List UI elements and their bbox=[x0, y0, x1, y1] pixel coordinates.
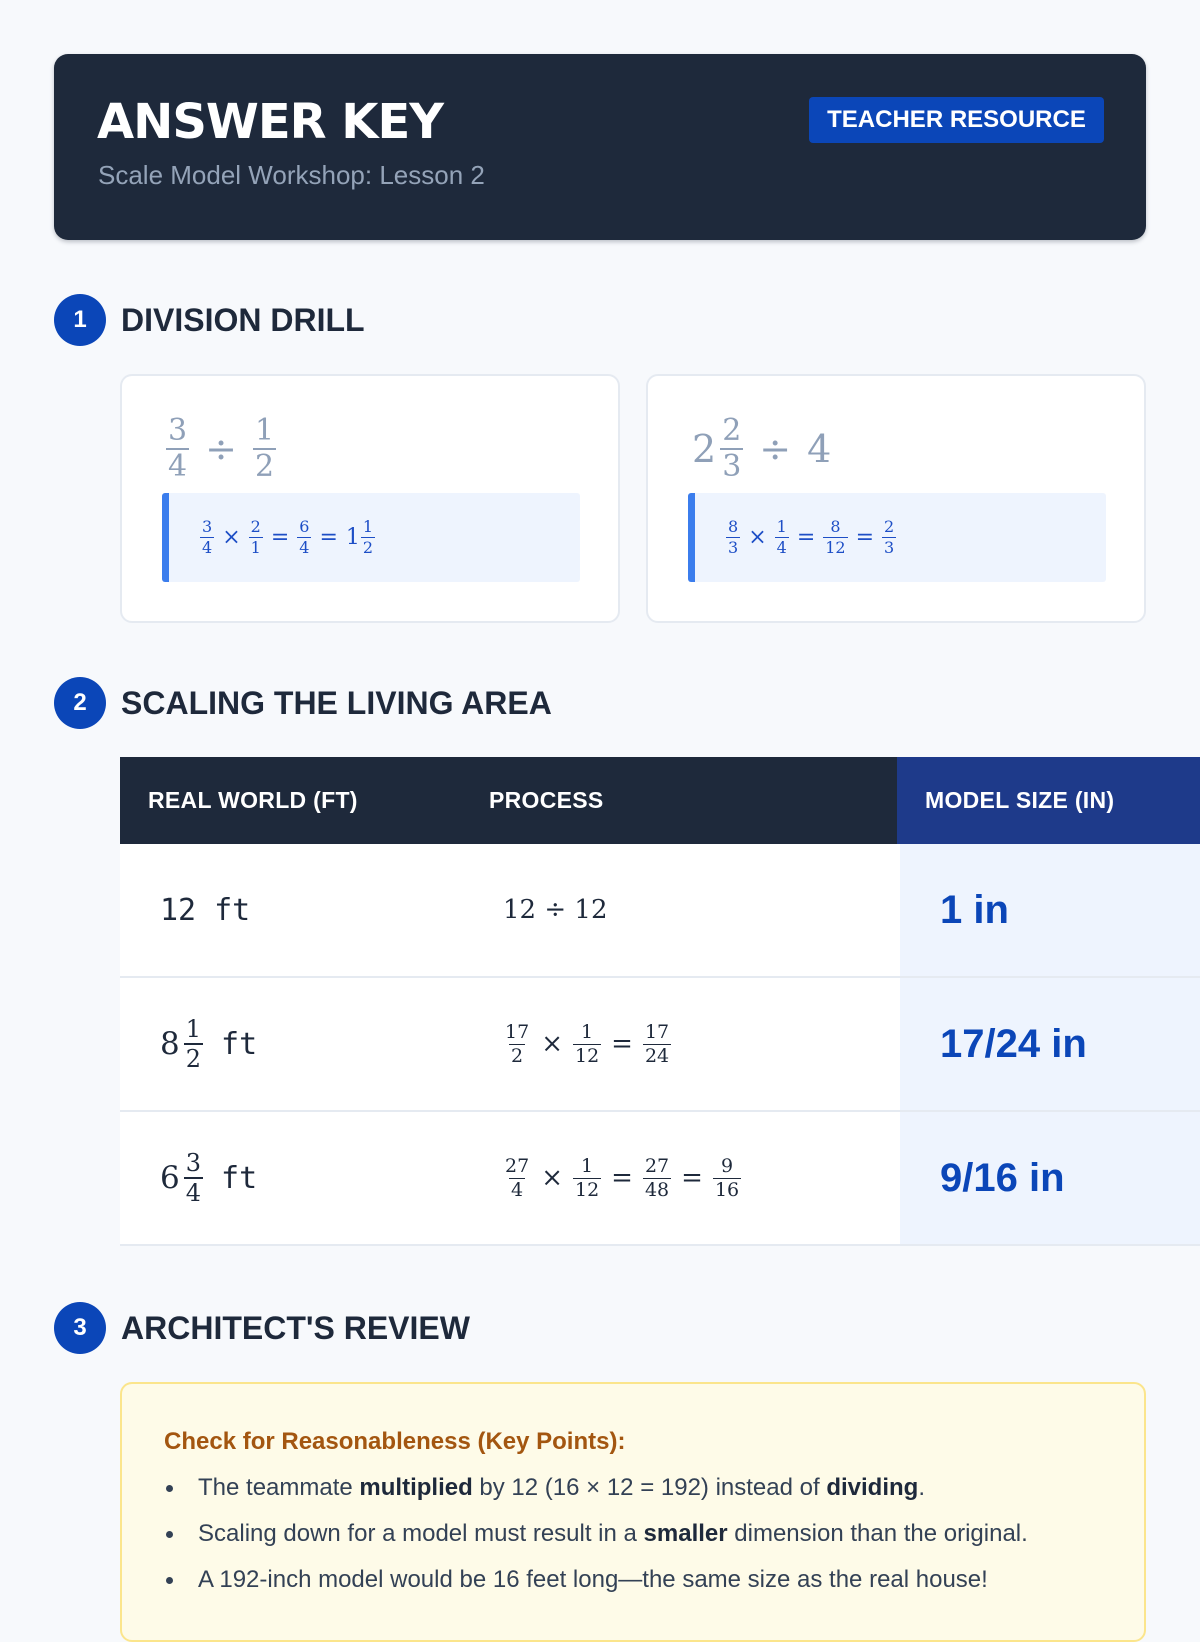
process-cell: 12 ÷ 12 bbox=[503, 895, 608, 925]
fraction: $\frac{3}{4}$ bbox=[168, 413, 188, 484]
mixed-number: 2 $\frac{2}{3}$ bbox=[692, 413, 742, 484]
equals-symbol: = bbox=[855, 525, 875, 550]
table-row bbox=[120, 978, 1200, 1112]
section-number-badge: 2 bbox=[54, 677, 106, 729]
equals-symbol: = bbox=[319, 525, 338, 550]
section-number-badge: 1 bbox=[54, 294, 106, 346]
fraction: $\frac{27}{4}$ bbox=[505, 1154, 530, 1201]
fraction: $\frac{3}{4}$ bbox=[185, 1149, 202, 1207]
fraction: $\frac{1}{12}$ bbox=[574, 1154, 600, 1201]
times-symbol: × bbox=[541, 1163, 563, 1193]
section-title: ARCHITECT'S REVIEW bbox=[121, 1310, 470, 1346]
equals-symbol: = bbox=[796, 525, 816, 550]
divide-symbol: ÷ bbox=[759, 427, 792, 471]
fraction: $\frac{6}{4}$ bbox=[299, 517, 310, 557]
process-cell bbox=[503, 978, 671, 1110]
review-heading: Check for Reasonableness (Key Points): bbox=[164, 1428, 626, 1455]
divide-symbol: ÷ bbox=[205, 427, 237, 471]
bullet-icon bbox=[166, 1577, 173, 1584]
fraction: $\frac{1}{2}$ bbox=[362, 517, 374, 557]
fraction: $\frac{1}{4}$ bbox=[776, 517, 787, 557]
drill-card-1 bbox=[120, 374, 620, 623]
fraction: $\frac{17}{24}$ bbox=[644, 1020, 670, 1067]
real-world-cell: 8 $\frac{1}{2}$ ft bbox=[160, 1015, 258, 1073]
column-header-model-size: MODEL SIZE (IN) bbox=[897, 757, 1200, 844]
fraction: $\frac{2}{3}$ bbox=[722, 413, 742, 484]
equals-symbol: = bbox=[270, 525, 290, 550]
fraction: $\frac{27}{48}$ bbox=[644, 1154, 670, 1201]
list-item: Scaling down for a model must result in a smaller dimension than the original. bbox=[164, 1520, 1028, 1566]
column-header-real-world: REAL WORLD (FT) bbox=[148, 787, 358, 813]
model-size-cell: 17/24 in bbox=[900, 978, 1200, 1110]
teacher-resource-badge: TEACHER RESOURCE bbox=[809, 97, 1104, 143]
section-title: DIVISION DRILL bbox=[121, 302, 365, 338]
real-world-cell: 12 ft bbox=[160, 892, 251, 928]
fraction: $\frac{2}{3}$ bbox=[884, 517, 895, 557]
fraction: $\frac{17}{2}$ bbox=[505, 1020, 530, 1067]
page-subtitle: Scale Model Workshop: Lesson 2 bbox=[98, 160, 485, 190]
fraction: $\frac{8}{12}$ bbox=[825, 517, 846, 557]
fraction: $\frac{1}{2}$ bbox=[185, 1015, 202, 1073]
equals-symbol: = bbox=[611, 1029, 633, 1059]
section-title: SCALING THE LIVING AREA bbox=[121, 685, 552, 721]
real-world-cell: 6 $\frac{3}{4}$ ft bbox=[160, 1149, 258, 1207]
review-callout bbox=[120, 1382, 1146, 1642]
bullet-icon bbox=[166, 1531, 173, 1538]
fraction: $\frac{8}{3}$ bbox=[728, 517, 739, 557]
times-symbol: × bbox=[222, 525, 241, 550]
fraction: $\frac{9}{16}$ bbox=[714, 1154, 740, 1201]
fraction: $\frac{1}{12}$ bbox=[574, 1020, 600, 1067]
column-header-process: PROCESS bbox=[489, 787, 604, 813]
scaling-table bbox=[120, 757, 1200, 1247]
fraction: $\frac{2}{1}$ bbox=[250, 517, 261, 557]
drill-card-2 bbox=[646, 374, 1146, 623]
equals-symbol: = bbox=[611, 1163, 633, 1193]
table-row bbox=[120, 1112, 1200, 1246]
list-item: A 192-inch model would be 16 feet long—the same size as the real house! bbox=[164, 1566, 1028, 1612]
section-number-badge: 3 bbox=[54, 1302, 106, 1354]
drill-solution bbox=[162, 493, 580, 582]
table-header bbox=[120, 757, 1200, 844]
list-item: The teammate multiplied by 12 (16 × 12 = 192) instead of dividing. bbox=[164, 1474, 1028, 1520]
fraction: $\frac{3}{4}$ bbox=[202, 517, 213, 557]
drill-problem bbox=[166, 414, 276, 484]
review-points bbox=[164, 1474, 1028, 1612]
model-size-cell: 9/16 in bbox=[900, 1112, 1200, 1244]
times-symbol: × bbox=[748, 525, 767, 550]
model-size-cell: 1 in bbox=[900, 844, 1200, 976]
times-symbol: × bbox=[541, 1029, 563, 1059]
mixed-number: 1 $\frac{1}{2}$ bbox=[345, 517, 374, 557]
answer-key-header bbox=[54, 54, 1146, 240]
drill-problem: 2 $\frac{2}{3}$ ÷ 4 bbox=[692, 413, 832, 484]
page-title: ANSWER KEY bbox=[97, 94, 444, 150]
drill-solution bbox=[688, 493, 1106, 582]
bullet-icon bbox=[166, 1485, 173, 1492]
process-cell bbox=[503, 1112, 741, 1244]
fraction: $\frac{1}{2}$ bbox=[254, 413, 275, 484]
equals-symbol: = bbox=[681, 1163, 703, 1193]
table-row bbox=[120, 844, 1200, 978]
